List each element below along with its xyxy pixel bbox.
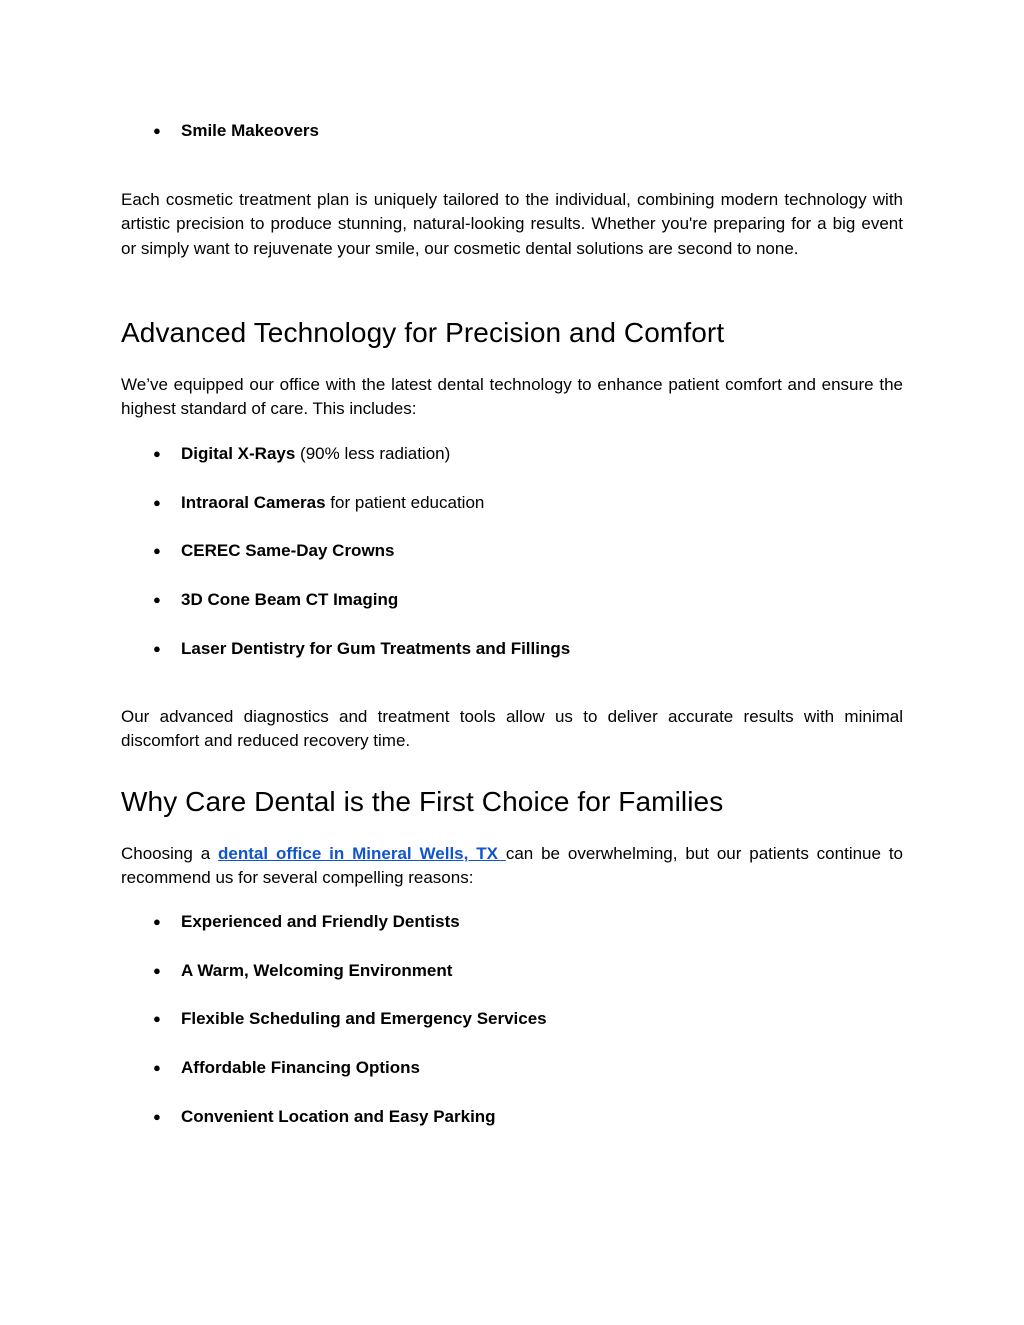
list-item-bold-text: A Warm, Welcoming Environment: [181, 960, 453, 980]
list-item-text: (90% less radiation): [295, 444, 451, 463]
families-paragraph-rest: can be overwhelming, but our patients continue to recommend us for several compelling reasons:: [121, 844, 904, 888]
list-item-bold-text: Intraoral Cameras: [181, 492, 326, 512]
bullet-icon: ●: [153, 446, 161, 461]
list-item: [121, 1056, 903, 1080]
bullet-icon: ●: [153, 1060, 161, 1076]
section-heading-families: Why Care Dental is the First Choice for Families: [121, 786, 724, 817]
technology-list: [121, 442, 903, 661]
technology-outro-paragraph: Our advanced diagnostics and treatment tools allow us to deliver accurate results with minimal discomfort and reduced recovery time.: [121, 707, 903, 751]
list-item: [121, 910, 903, 934]
list-item: [121, 539, 903, 563]
bullet-icon: ●: [153, 543, 161, 559]
bullet-icon: ●: [153, 640, 161, 656]
cosmetic-paragraph: Each cosmetic treatment plan is uniquely tailored to the individual, combining modern technology with artistic precision to produce stunning, natural-looking results. Whether you're preparing for a big event or simply want to rejuvenate your smile, our cosmetic dental solutions are second to none.: [121, 190, 903, 258]
list-item-bold-text: 3D Cone Beam CT Imaging: [181, 590, 399, 610]
list-item-bold-text: Experienced and Friendly Dentists: [181, 912, 460, 931]
list-item: [121, 959, 903, 983]
cosmetic-services-list: [121, 119, 903, 143]
technology-intro-paragraph: We’ve equipped our office with the latest dental technology to enhance patient comfort and ensure the highest standard of care. This includes:: [121, 375, 903, 419]
list-item-bold-text: Smile Makeovers: [181, 121, 319, 140]
list-item: [121, 491, 903, 515]
bullet-icon: ●: [153, 123, 161, 138]
bullet-icon: ●: [153, 592, 161, 608]
list-item-bold-text: Digital X-Rays: [181, 444, 296, 463]
list-item: [121, 1105, 903, 1129]
list-item: [121, 119, 903, 143]
list-item-bold-text: Laser Dentistry for Gum Treatments and Fillings: [181, 638, 571, 658]
families-paragraph: [121, 842, 903, 891]
reasons-list: [121, 910, 903, 1129]
bullet-icon: ●: [153, 494, 161, 510]
bullet-icon: ●: [153, 1108, 161, 1124]
list-item: [121, 637, 903, 661]
list-item-bold-text: Flexible Scheduling and Emergency Services: [181, 1009, 547, 1029]
families-paragraph-lead: Choosing a: [121, 844, 219, 863]
bullet-icon: ●: [153, 1011, 161, 1027]
list-item-bold-text: Affordable Financing Options: [181, 1058, 420, 1078]
bullet-icon: ●: [153, 962, 161, 978]
list-item: [121, 442, 903, 466]
bullet-icon: ●: [153, 914, 161, 929]
list-item-text: for patient education: [325, 492, 485, 512]
list-item: [121, 588, 903, 612]
dental-office-link[interactable]: dental office in Mineral Wells, TX: [218, 844, 506, 863]
list-item-bold-text: Convenient Location and Easy Parking: [181, 1106, 496, 1126]
list-item: [121, 1007, 903, 1031]
section-heading-technology: Advanced Technology for Precision and Comfort: [121, 317, 725, 348]
list-item-bold-text: CEREC Same-Day Crowns: [181, 541, 395, 561]
